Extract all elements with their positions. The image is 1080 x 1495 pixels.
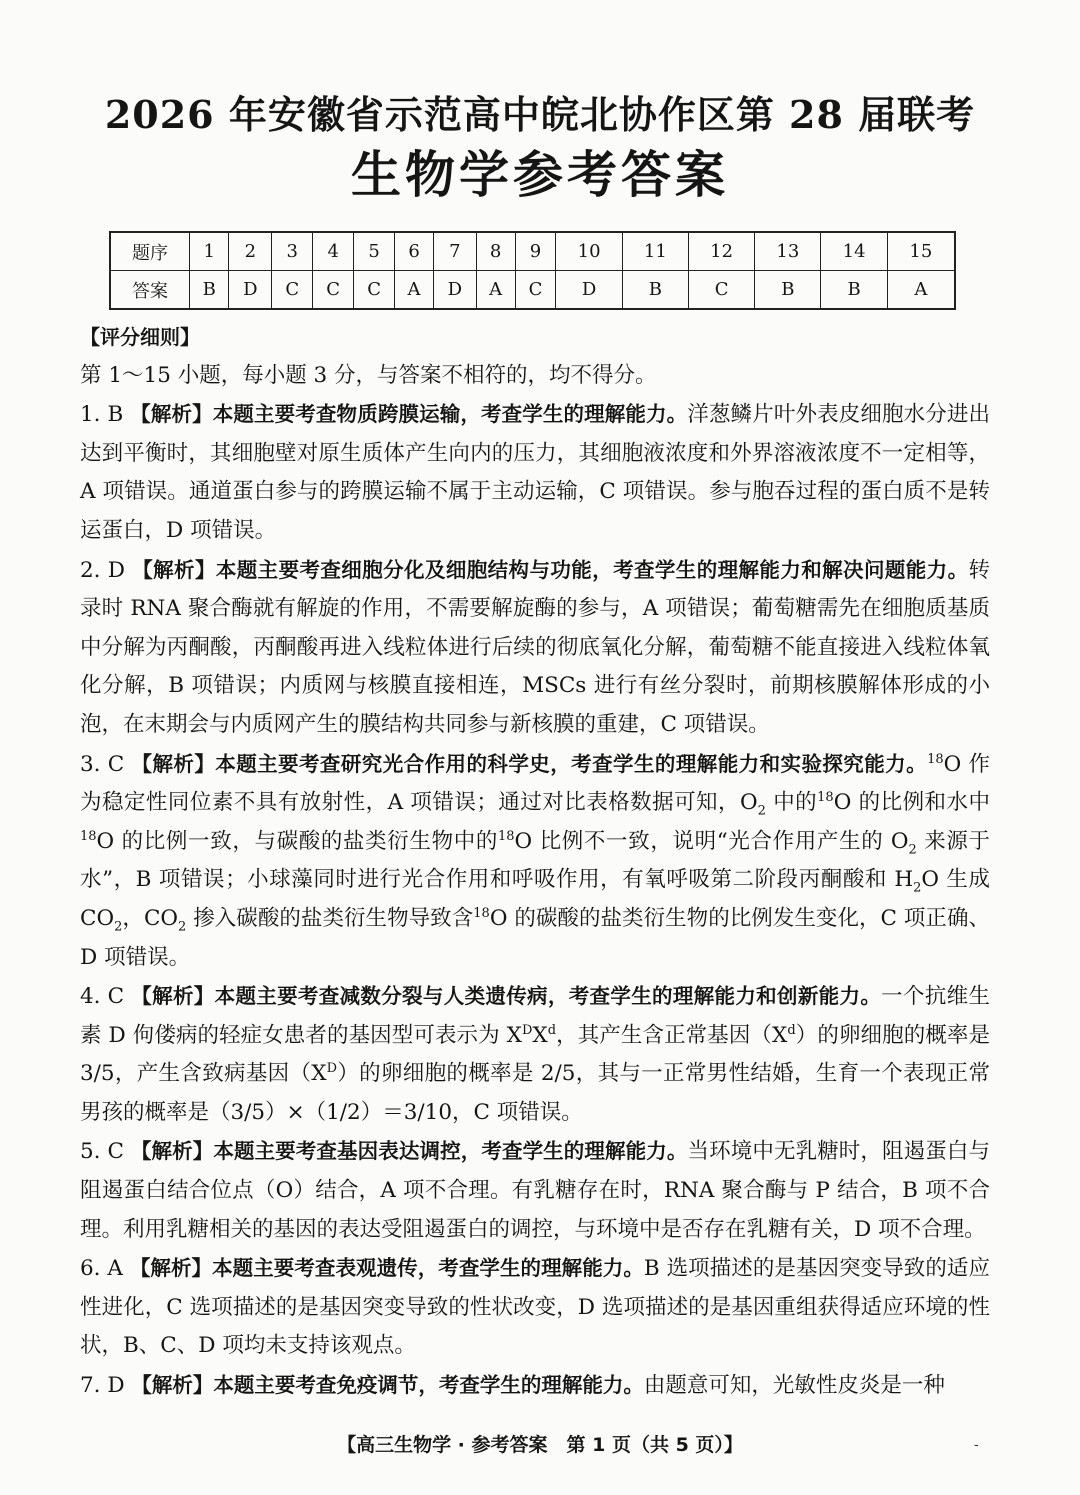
question-number: 6 [395,232,434,271]
question-number: 15 [887,232,955,271]
question-number: 14 [821,232,887,271]
question-label: 3. C [80,751,132,777]
question-number: 10 [556,232,622,271]
answer-cell: A [887,271,955,310]
answer-cell: C [272,271,313,310]
analysis-text: 由题意可知，光敏性皮炎是一种 [643,1373,945,1399]
analysis-text: 当环境中无乳糖时，阻遏蛋白与阻遏蛋白结合位点（O）结合，A 项不合理。有乳糖存在时，RNA 聚合酶与 P 结合，B 项不合理。利用乳糖相关的基因的表达受阻遏蛋白的调控，与环境中是否存在乳糖有关，D 项不合理。 [80,1139,991,1242]
answer-cell: B [821,271,887,310]
question-label: 2. D [80,557,133,583]
question-number: 12 [688,232,754,271]
explanation-list [80,395,990,1405]
answer-explanations [80,318,990,1406]
analysis-heading: 【解析】本题主要考查免疫调节，考查学生的理解能力。 [131,1373,644,1398]
question-number: 1 [190,232,229,271]
exam-title: 2026 年安徽省示范高中皖北协作区第 28 届联考 [104,92,976,137]
explanation-item [80,1366,990,1406]
explanation-item [80,745,990,978]
question-number-row [110,232,955,271]
analysis-text: $^{18}$O 作为稳定性同位素不具有放射性，A 项错误；通过对比表格数据可知，$O_2$ 中的$^{18}$O 的比例和水中$^{18}$O 的比例一致，与碳酸的盐类衍生物中的$^{18}$O 比例不一致，说明“光合作用产生的 $O_2$ 来源于水”，B 项错误；小球藻同时进行光合作用和呼吸作用，有氧呼吸第二阶段丙酮酸和 $H_2O$ 生成 $CO_2$，$CO_2$ 掺入碳酸的盐类衍生物导致含$^{18}$O 的碳酸的盐类衍生物的比例发生变化，C 项正确、D 项错误。 [80,751,991,970]
question-label: 1. B [80,402,131,428]
question-label: 4. C [80,984,132,1010]
question-label: 6. A [80,1256,130,1282]
answer-cell: A [476,271,515,310]
analysis-heading: 【解析】本题主要考查基因表达调控，考查学生的理解能力。 [130,1139,688,1164]
question-label: 5. C [80,1139,131,1165]
analysis-text: 一个抗维生素 D 佝偻病的轻症女患者的基因型可表示为 $X^DX^d$，其产生含正常基因$(X^d)$的卵细胞的概率是 3/5，产生含致病基因$(X^D)$的卵细胞的概率是 2/5，其与一正常男性结婚，生育一个表现正常男孩的概率是（3/5）×（1/2）＝3/10，C 项错误。 [80,984,990,1125]
analysis-heading: 【解析】本题主要考查细胞分化及细胞结构与功能，考查学生的理解能力和解决问题能力。 [132,557,969,582]
question-number: 11 [622,232,688,271]
question-number: 4 [313,232,354,271]
corner-mark: - [974,1437,979,1453]
answer-cell: B [622,271,688,310]
explanation-item [80,551,990,745]
question-number: 13 [755,232,821,271]
question-number: 2 [229,232,272,271]
explanation-item [80,395,990,550]
answer-cell: A [395,271,434,310]
question-number: 8 [476,232,515,271]
answer-row [110,271,955,310]
question-number: 3 [272,232,313,271]
answer-table [109,231,956,310]
analysis-heading: 【解析】本题主要考查研究光合作用的科学史，考查学生的理解能力和实验探究能力。 [131,751,928,776]
answer-cell: D [229,271,272,310]
row-label-answer: 答案 [110,271,190,310]
answer-cell: C [354,271,395,310]
analysis-text: B 选项描述的是基因突变导致的适应性进化，C 选项描述的是基因突变导致的性状改变，D 选项描述的是基因重组获得适应环境的性状，B、C、D 项均未支持该观点。 [80,1256,991,1359]
answer-cell: D [556,271,622,310]
document-title: 生物学参考答案 [351,145,729,204]
answer-cell: D [433,271,476,310]
analysis-text: 洋葱鳞片叶外表皮细胞水分进出达到平衡时，其细胞壁对原生质体产生向内的压力，其细胞液浓度和外界溶液浓度不一定相等，A 项错误。通道蛋白参与的跨膜运输不属于主动运输，C 项错误。参与胞吞过程的蛋白质不是转运蛋白，D 项错误。 [80,402,991,543]
answer-cell: C [688,271,754,310]
answer-cell: B [190,271,229,310]
explanation-item [80,1249,990,1366]
analysis-text: 转录时 RNA 聚合酶就有解旋的作用，不需要解旋酶的参与，A 项错误；葡萄糖需先在细胞质基质中分解为丙酮酸，丙酮酸再进入线粒体进行后续的彻底氧化分解，葡萄糖不能直接进入线粒体氧化分解，B 项错误；内质网与核膜直接相连，MSCs 进行有丝分裂时，前期核膜解体形成的小泡，在末期会与内质网产生的膜结构共同参与新核膜的重建，C 项错误。 [80,557,990,737]
analysis-heading: 【解析】本题主要考查减数分裂与人类遗传病，考查学生的理解能力和创新能力。 [131,984,882,1009]
question-label: 7. D [80,1373,132,1399]
explanation-item [80,1132,990,1249]
question-number: 7 [433,232,476,271]
scoring-rules-heading: 【评分细则】 [80,325,200,349]
analysis-heading: 【解析】本题主要考查表观遗传，考查学生的理解能力。 [129,1256,644,1281]
question-number: 9 [515,232,556,271]
page-footer: 【高三生物学 · 参考答案 第 1 页（共 5 页）】 [337,1434,743,1456]
question-number: 5 [354,232,395,271]
row-label-question: 题序 [110,232,190,271]
scoring-rules-text: 第 1～15 小题，每小题 3 分，与答案不相符的，均不得分。 [80,362,657,388]
answer-cell: B [755,271,821,310]
answer-cell: C [515,271,556,310]
analysis-heading: 【解析】本题主要考查物质跨膜运输，考查学生的理解能力。 [130,402,688,427]
answer-cell: C [313,271,354,310]
explanation-item [80,977,990,1132]
